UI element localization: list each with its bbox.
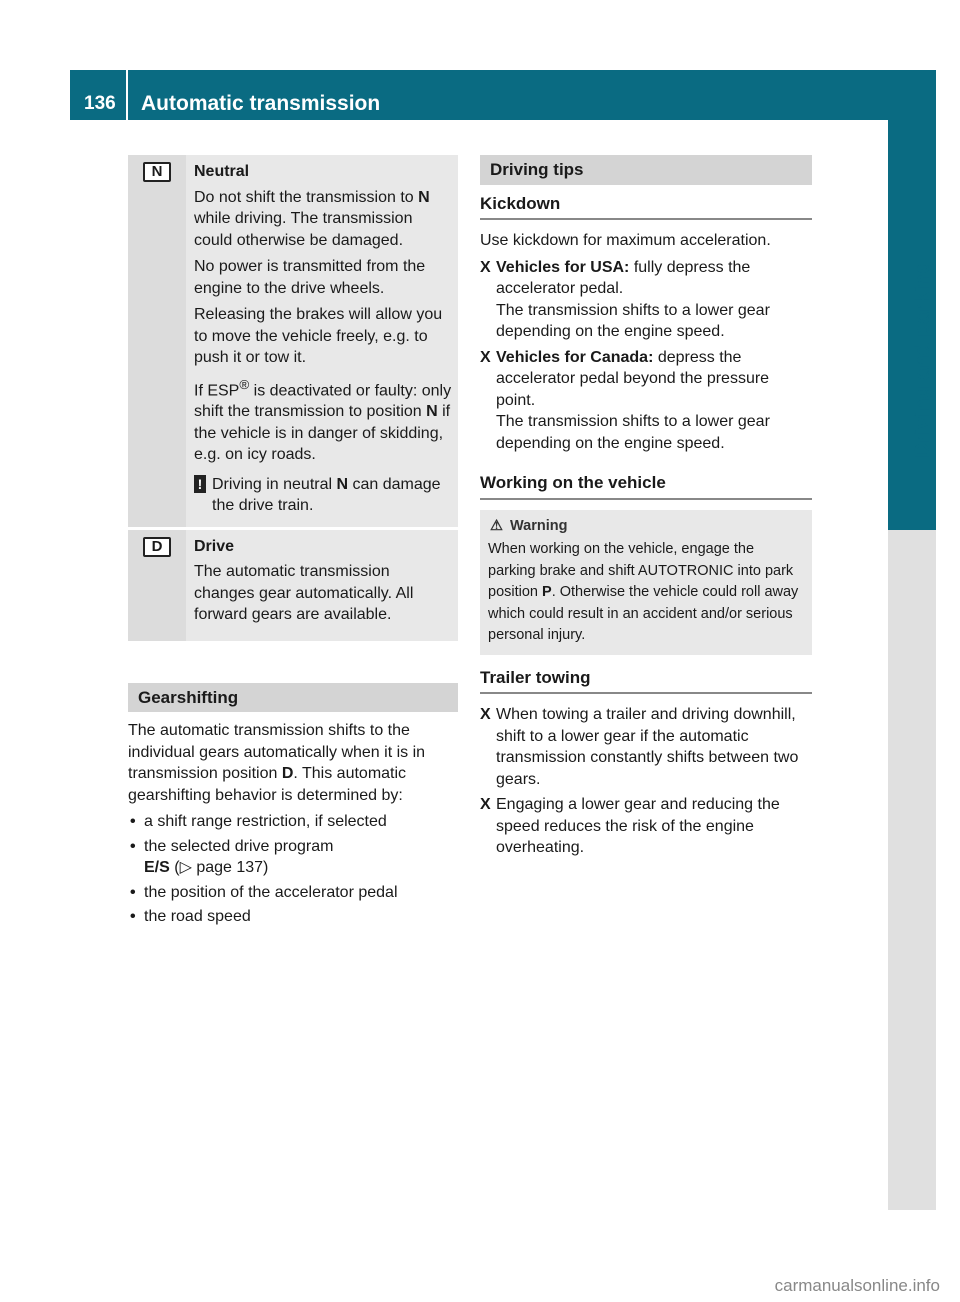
header-divider	[126, 70, 128, 120]
gear-row-drive	[128, 530, 458, 641]
warning-box: ⚠ Warning When working on the vehicle, engage the parking brake and shift AUTOTRONIC into park position P. Otherwise the vehicle could roll away which could result in an accident and/or serious personal injury.	[480, 510, 812, 655]
paragraph: No power is transmitted from the engine to the drive wheels.	[194, 258, 426, 297]
step-arrow-icon: X	[480, 258, 491, 276]
gear-d-icon: D	[143, 537, 171, 557]
list-item: • the position of the accelerator pedal	[130, 883, 398, 901]
footer-watermark: carmanualsonline.info	[774, 1275, 940, 1295]
subheading-kickdown: Kickdown	[480, 193, 812, 221]
left-column	[128, 155, 458, 931]
paragraph: Use kickdown for maximum acceleration.	[480, 232, 771, 249]
side-tab-label-wrap	[888, 70, 936, 480]
gear-table	[128, 155, 458, 641]
side-tab-marker	[888, 480, 936, 530]
paragraph: The automatic transmission shifts to the individual gears automatically when it is in transmission position D. This automatic gearshifting behavior is determined by:	[128, 722, 426, 804]
subheading-working: Working on the vehicle	[480, 472, 812, 500]
step-arrow-icon: X	[480, 348, 491, 366]
list-item: • a shift range restriction, if selected	[130, 813, 387, 831]
page-number: 136	[84, 93, 116, 114]
side-tab-lower	[888, 530, 936, 1210]
section-heading-driving-tips: Driving tips	[480, 155, 812, 185]
gear-row-neutral	[128, 155, 458, 527]
instruction-step: X Engaging a lower gear and reducing the speed reduces the risk of the engine overheating.	[480, 796, 780, 856]
gear-n-icon: N	[143, 162, 171, 182]
paragraph: If ESP® is deactivated or faulty: only shift the transmission to position N if the vehicle is in danger of skidding, e.g. on icy roads.	[194, 376, 452, 464]
warning-triangle-icon: ⚠	[490, 517, 503, 534]
exclamation-icon: !	[194, 475, 206, 493]
instruction-step: X Vehicles for Canada: depress the accelerator pedal beyond the pressure point. The transmission shifts to a lower gear depending on the engine speed.	[480, 348, 770, 452]
step-arrow-icon: X	[480, 706, 491, 723]
right-column	[480, 155, 812, 863]
paragraph: Releasing the brakes will allow you to move the vehicle freely, e.g. to push it or tow it.	[194, 306, 443, 366]
paragraph: Do not shift the transmission to N while driving. The transmission could otherwise be damaged.	[194, 188, 430, 249]
instruction-step: X Vehicles for USA: fully depress the accelerator pedal. The transmission shifts to a lower gear depending on the engine speed.	[480, 258, 770, 340]
gear-title: Neutral	[194, 163, 250, 180]
subheading-trailer: Trailer towing	[480, 667, 812, 695]
gear-title: Drive	[194, 537, 235, 555]
section-heading-gearshifting: Gearshifting	[128, 683, 458, 713]
side-tab-label: Driving and parking	[911, 260, 934, 458]
paragraph: The automatic transmission changes gear automatically. All forward gears are available.	[194, 563, 414, 624]
step-arrow-icon: X	[480, 796, 491, 813]
list-item: • the road speed	[130, 908, 251, 926]
page-title: Automatic transmission	[141, 92, 381, 115]
list-item: • the selected drive program E/S (▷ page 137)	[130, 837, 334, 877]
caution-note: ! Driving in neutral N can damage the drive train.	[194, 474, 452, 517]
instruction-step: X When towing a trailer and driving downhill, shift to a lower gear if the automatic transmission constantly shifts between two gears.	[480, 706, 799, 788]
